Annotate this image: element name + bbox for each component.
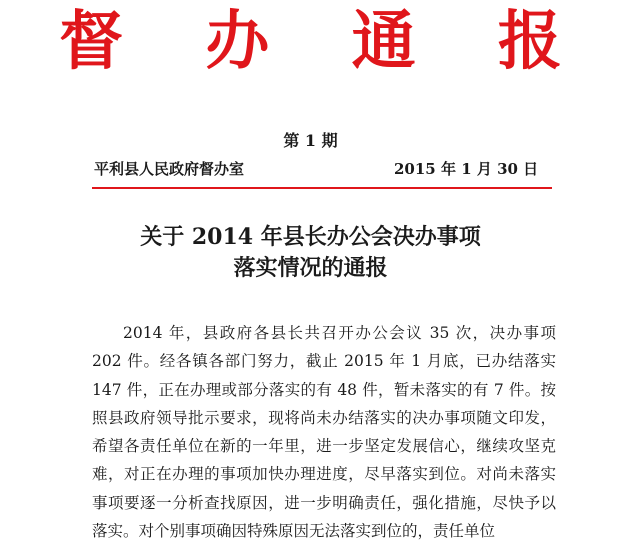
red-divider-rule bbox=[92, 187, 552, 189]
title-line-1: 关于 2014 年县长办公会决办事项 bbox=[140, 224, 481, 250]
body-paragraph: 2014 年，县政府各县长共召开办公会议 35 次，决办事项 202 件。经各镇各部门努力，截止 2015 年 1 月底，已办结落实 147 件，正在办理或部分落实的有 48 件，暂未落实的有 7 件。按照县政府领导批示要求，现将尚未办结落实的决办事项随文印发，希望各责任单位在新的一年里，进一步坚定发展信心，继续攻坚克难，对正在办理的事项加快办理进度，尽早落实到位。对尚未落实事项要逐一分析查找原因，进一步明确责任，强化措施，尽快予以落实。对个别事项确因特殊原因无法落实到位的，责任单位 bbox=[92, 324, 556, 541]
masthead-title: 督 办 通 报 bbox=[59, 4, 592, 79]
document-title bbox=[0, 222, 621, 284]
issue-number: 第 1 期 bbox=[283, 131, 338, 150]
issue-date: 2015 年 1 月 30 日 bbox=[394, 160, 539, 178]
title-line-2: 落实情况的通报 bbox=[233, 255, 388, 281]
issuing-office: 平利县人民政府督办室 bbox=[94, 160, 245, 178]
